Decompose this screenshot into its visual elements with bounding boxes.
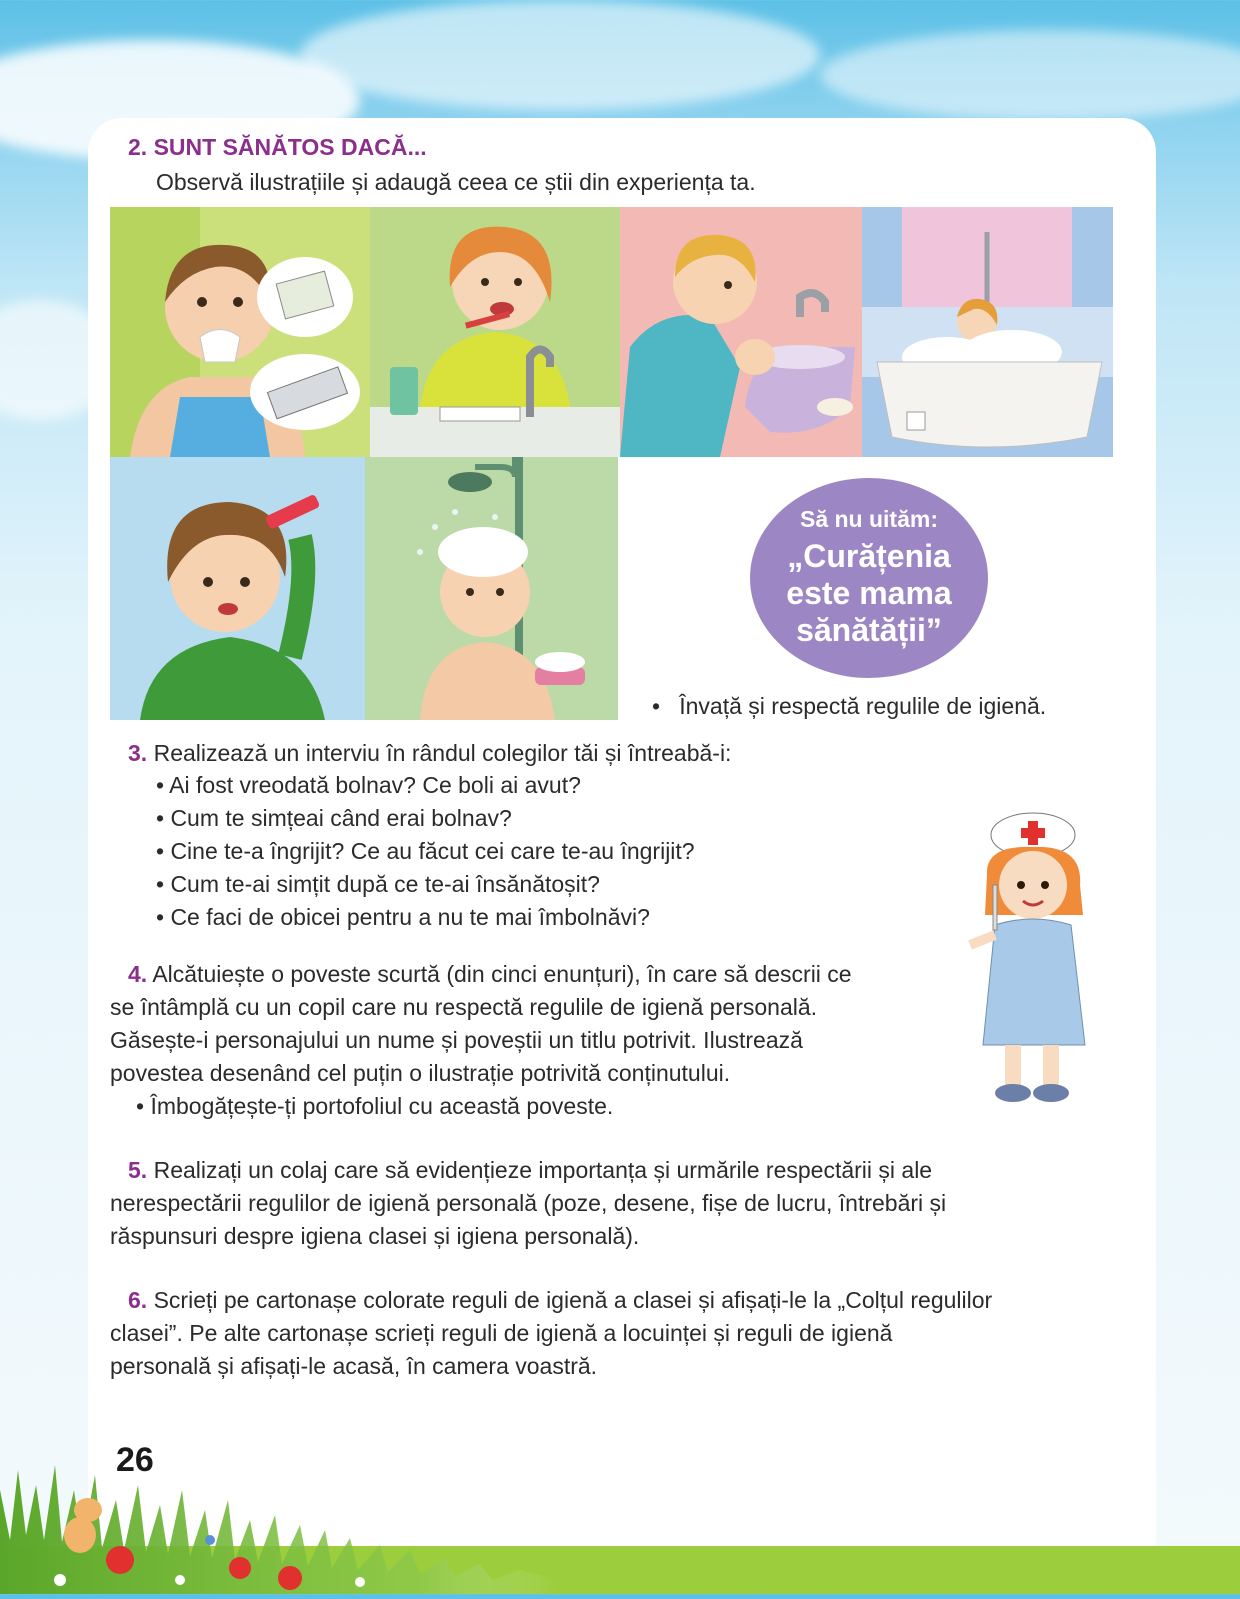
illustration-boy-washing-hands [620, 207, 862, 457]
reminder-quote [750, 538, 988, 649]
list-item: • Cine te-a îngrijit? Ce au făcut cei care te-au îngrijit? [156, 838, 695, 864]
illustration-nurse [965, 805, 1100, 1110]
section-3-number: 3. [128, 740, 148, 766]
section-6-line-1 [110, 1284, 992, 1317]
section-2-number: 2. [128, 134, 148, 160]
section-5 [110, 1154, 946, 1253]
section-5-line-3: răspunsuri despre igiena clasei și igiena personală). [110, 1223, 640, 1249]
section-6 [110, 1284, 992, 1383]
section-4-number: 4. [128, 961, 148, 987]
section-3-text: Realizează un interviu în rândul colegilor tăi și întreabă-i: [153, 740, 732, 766]
section-6-number: 6. [128, 1287, 148, 1313]
section-4-line-2: se întâmplă cu un copil care nu respectă regulile de igienă personală. [110, 994, 818, 1020]
reminder-label: Să nu uităm: [799, 506, 938, 532]
section-4-line-3: Găsește-i personajului un nume și poveștii un titlu potrivit. Ilustrează [110, 1027, 803, 1053]
hygiene-bullet-text: Învață și respectă regulile de igienă. [679, 693, 1047, 719]
section-4-line-1 [110, 958, 852, 991]
list-item: • Ai fost vreodată bolnav? Ce boli ai avut? [156, 772, 581, 798]
section-5-text-1: Realizați un colaj care să evidențieze importanța și urmările respectării și ale [153, 1157, 933, 1183]
illustration-girl-in-bathtub [862, 207, 1113, 457]
illustration-boy-blowing-nose [110, 207, 370, 457]
section-4-bullet: • Îmbogățește-ți portofoliul cu această poveste. [136, 1093, 614, 1119]
section-6-line-3: personală și afișați-le acasă, în camera voastră. [110, 1353, 598, 1379]
page-number: 26 [116, 1441, 154, 1479]
section-2-heading [128, 134, 427, 161]
cloud [300, 0, 820, 110]
section-5-number: 5. [128, 1157, 148, 1183]
hygiene-bullet [652, 690, 1046, 723]
list-item: • Cum te-ai simțit după ce te-ai însănătoșit? [156, 871, 600, 897]
section-2-title: SUNT SĂNĂTOS DACĂ... [153, 134, 427, 160]
section-4-text-1: Alcătuiește o poveste scurtă (din cinci enunțuri), în care să descrii ce [152, 961, 852, 987]
section-5-line-1 [110, 1154, 946, 1187]
reminder-line-2: este mama [786, 575, 952, 611]
section-3-list [156, 769, 695, 934]
bullet-icon: • [652, 693, 680, 719]
list-item: • Ce faci de obicei pentru a nu te mai îmbolnăvi? [156, 904, 650, 930]
illustration-child-under-shower [365, 457, 618, 720]
section-3-intro [128, 737, 731, 770]
section-4-line-4: povestea desenând cel puțin o ilustrație potrivită conținutului. [110, 1060, 731, 1086]
section-4 [110, 958, 852, 1123]
section-2-instruction: Observă ilustrațiile și adaugă ceea ce știi din experiența ta. [156, 169, 756, 195]
cloud [820, 30, 1240, 120]
section-6-text-1: Scrieți pe cartonașe colorate reguli de igienă a clasei și afișați-le la „Colțul regulilor [153, 1287, 993, 1313]
illustration-boy-combing-hair [110, 457, 365, 720]
reminder-bubble [750, 478, 988, 678]
section-5-line-2: nerespectării regulilor de igienă personală (poze, desene, fișe de lucru, întrebări și [110, 1190, 947, 1216]
list-item: • Cum te simțeai când erai bolnav? [156, 805, 512, 831]
illustration-girl-brushing-teeth [370, 207, 620, 457]
reminder-line-3: sănătății” [796, 612, 942, 648]
section-6-line-2: clasei”. Pe alte cartonașe scrieți reguli de igienă a locuinței și reguli de igienă [110, 1320, 893, 1346]
reminder-line-1: „Curățenia [787, 538, 951, 574]
grass-decoration [0, 1430, 560, 1594]
